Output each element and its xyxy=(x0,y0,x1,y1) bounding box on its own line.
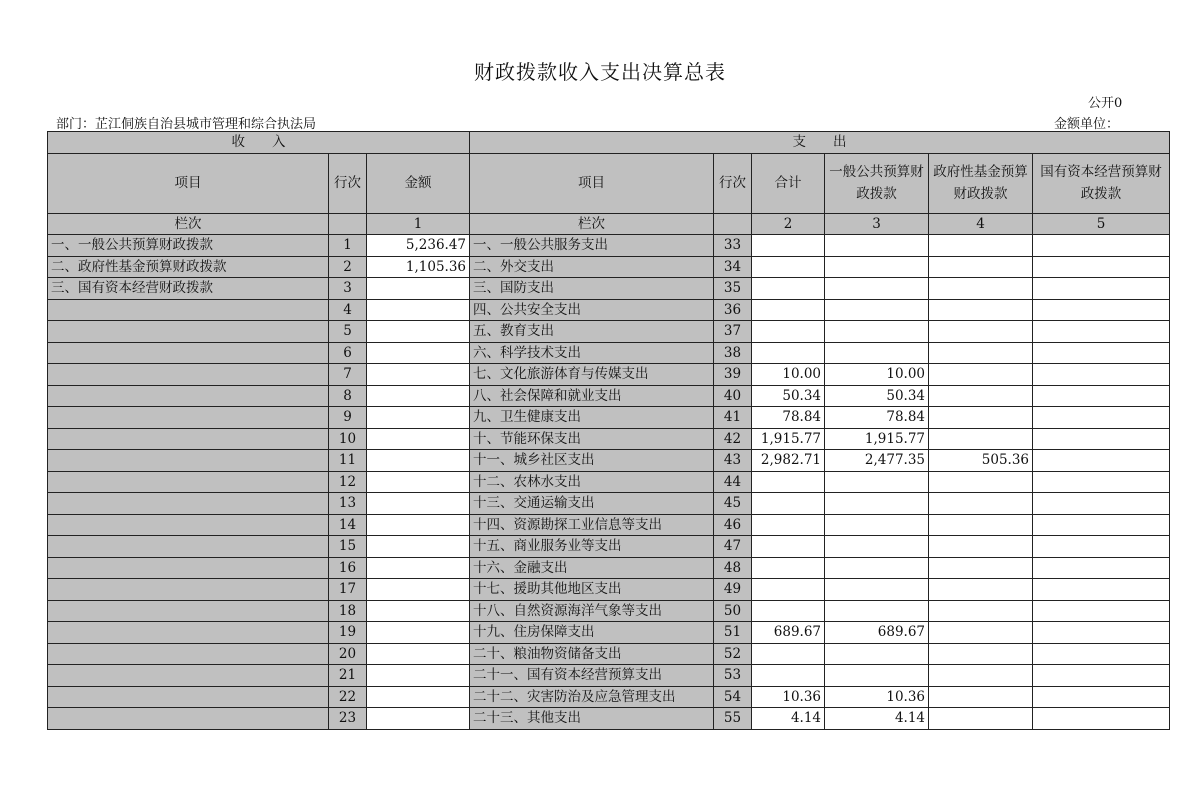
income-amount-cell xyxy=(367,342,470,364)
income-item-cell xyxy=(48,557,329,579)
income-amount-cell xyxy=(367,665,470,687)
expense-row-no-cell: 48 xyxy=(714,557,752,579)
table-row xyxy=(48,643,1170,665)
income-amount-cell xyxy=(367,557,470,579)
state-capital-cell xyxy=(1033,342,1170,364)
gov-fund-cell xyxy=(929,407,1033,429)
table-row xyxy=(48,600,1170,622)
gov-fund-cell xyxy=(929,514,1033,536)
state-capital-cell xyxy=(1033,579,1170,601)
income-row-no-cell: 13 xyxy=(329,493,367,515)
expense-total-cell xyxy=(752,536,825,558)
expense-row-no-cell: 38 xyxy=(714,342,752,364)
state-capital-cell xyxy=(1033,235,1170,257)
col-index-1: 1 xyxy=(367,213,470,235)
income-row-no-cell: 15 xyxy=(329,536,367,558)
expense-total-cell xyxy=(752,579,825,601)
gov-fund-cell xyxy=(929,643,1033,665)
expense-item-cell: 二十一、国有资本经营预算支出 xyxy=(470,665,714,687)
table-row xyxy=(48,708,1170,730)
income-item-cell xyxy=(48,385,329,407)
col-index-4: 4 xyxy=(929,213,1033,235)
state-capital-cell xyxy=(1033,385,1170,407)
income-row-no-cell: 1 xyxy=(329,235,367,257)
income-row-no-cell: 19 xyxy=(329,622,367,644)
expense-row-no-header: 行次 xyxy=(714,153,752,213)
report-title: 财政拨款收入支出决算总表 xyxy=(474,60,726,84)
expense-item-cell: 二十二、灾害防治及应急管理支出 xyxy=(470,686,714,708)
table-row xyxy=(48,686,1170,708)
general-budget-cell: 50.34 xyxy=(825,385,929,407)
general-budget-cell: 78.84 xyxy=(825,407,929,429)
income-row-no-cell: 3 xyxy=(329,278,367,300)
expense-item-cell: 三、国防支出 xyxy=(470,278,714,300)
expense-row-no-cell: 33 xyxy=(714,235,752,257)
expense-total-cell: 4.14 xyxy=(752,708,825,730)
general-budget-header: 一般公共预算财政拨款 xyxy=(825,153,929,213)
table-row xyxy=(48,622,1170,644)
table-row xyxy=(48,514,1170,536)
general-budget-cell xyxy=(825,600,929,622)
income-row-no-cell: 23 xyxy=(329,708,367,730)
state-capital-cell xyxy=(1033,278,1170,300)
income-item-cell xyxy=(48,493,329,515)
gov-fund-cell xyxy=(929,256,1033,278)
column-header-row xyxy=(48,153,1170,213)
amount-header: 金额 xyxy=(367,153,470,213)
income-item-cell xyxy=(48,708,329,730)
table-row xyxy=(48,471,1170,493)
expense-total-cell xyxy=(752,342,825,364)
expense-total-cell: 50.34 xyxy=(752,385,825,407)
table-row xyxy=(48,407,1170,429)
col-index-blank-right xyxy=(714,213,752,235)
table-row xyxy=(48,665,1170,687)
general-budget-cell: 689.67 xyxy=(825,622,929,644)
income-amount-cell xyxy=(367,407,470,429)
gov-fund-cell xyxy=(929,278,1033,300)
expense-item-cell: 十、节能环保支出 xyxy=(470,428,714,450)
state-capital-cell xyxy=(1033,321,1170,343)
group-header-row xyxy=(48,132,1170,154)
income-row-no-cell: 10 xyxy=(329,428,367,450)
income-amount-cell xyxy=(367,536,470,558)
income-amount-cell xyxy=(367,299,470,321)
state-capital-cell xyxy=(1033,536,1170,558)
col-index-5: 5 xyxy=(1033,213,1170,235)
income-amount-cell xyxy=(367,278,470,300)
table-row xyxy=(48,579,1170,601)
table-row xyxy=(48,450,1170,472)
income-item-header: 项目 xyxy=(48,153,329,213)
expense-item-cell: 十九、住房保障支出 xyxy=(470,622,714,644)
total-header: 合计 xyxy=(752,153,825,213)
gov-fund-cell xyxy=(929,471,1033,493)
state-capital-cell xyxy=(1033,686,1170,708)
general-budget-cell xyxy=(825,579,929,601)
income-amount-cell xyxy=(367,493,470,515)
expense-item-cell: 十二、农林水支出 xyxy=(470,471,714,493)
expense-row-no-cell: 41 xyxy=(714,407,752,429)
general-budget-cell xyxy=(825,471,929,493)
expense-total-cell: 78.84 xyxy=(752,407,825,429)
expense-row-no-cell: 49 xyxy=(714,579,752,601)
income-amount-cell xyxy=(367,450,470,472)
income-item-cell: 三、国有资本经营财政拨款 xyxy=(48,278,329,300)
income-row-no-cell: 5 xyxy=(329,321,367,343)
state-capital-cell xyxy=(1033,493,1170,515)
general-budget-cell xyxy=(825,321,929,343)
income-item-cell xyxy=(48,579,329,601)
table-row xyxy=(48,557,1170,579)
income-amount-cell xyxy=(367,686,470,708)
gov-fund-cell xyxy=(929,299,1033,321)
gov-fund-cell xyxy=(929,342,1033,364)
gov-fund-cell xyxy=(929,385,1033,407)
fiscal-summary-table xyxy=(47,131,1170,730)
expense-row-no-cell: 55 xyxy=(714,708,752,730)
gov-fund-cell xyxy=(929,686,1033,708)
expense-row-no-cell: 39 xyxy=(714,364,752,386)
table-body xyxy=(48,235,1170,730)
gov-fund-cell xyxy=(929,622,1033,644)
expense-item-cell: 二十、粮油物资储备支出 xyxy=(470,643,714,665)
expense-row-no-cell: 36 xyxy=(714,299,752,321)
income-row-no-cell: 17 xyxy=(329,579,367,601)
state-capital-cell xyxy=(1033,643,1170,665)
income-row-no-cell: 16 xyxy=(329,557,367,579)
expense-row-no-cell: 42 xyxy=(714,428,752,450)
gov-fund-cell xyxy=(929,557,1033,579)
expense-item-cell: 六、科学技术支出 xyxy=(470,342,714,364)
expense-item-cell: 四、公共安全支出 xyxy=(470,299,714,321)
income-amount-cell xyxy=(367,600,470,622)
table-row xyxy=(48,256,1170,278)
expense-total-cell: 10.00 xyxy=(752,364,825,386)
expense-item-header: 项目 xyxy=(470,153,714,213)
form-code: 公开0 xyxy=(1088,96,1123,111)
income-item-cell xyxy=(48,450,329,472)
income-amount-cell xyxy=(367,364,470,386)
income-row-no-cell: 11 xyxy=(329,450,367,472)
expense-total-cell xyxy=(752,493,825,515)
expense-row-no-cell: 46 xyxy=(714,514,752,536)
income-row-no-cell: 7 xyxy=(329,364,367,386)
income-amount-cell xyxy=(367,514,470,536)
expense-total-cell: 10.36 xyxy=(752,686,825,708)
general-budget-cell xyxy=(825,342,929,364)
income-amount-cell xyxy=(367,643,470,665)
general-budget-cell xyxy=(825,278,929,300)
expense-item-cell: 七、文化旅游体育与传媒支出 xyxy=(470,364,714,386)
expense-total-cell xyxy=(752,471,825,493)
income-item-cell: 二、政府性基金预算财政拨款 xyxy=(48,256,329,278)
income-group-header: 收 入 xyxy=(48,132,470,154)
gov-fund-cell xyxy=(929,321,1033,343)
income-item-cell xyxy=(48,364,329,386)
general-budget-cell: 10.00 xyxy=(825,364,929,386)
general-budget-cell xyxy=(825,514,929,536)
expense-row-no-cell: 37 xyxy=(714,321,752,343)
table-row xyxy=(48,364,1170,386)
gov-fund-header: 政府性基金预算财政拨款 xyxy=(929,153,1033,213)
table-row xyxy=(48,385,1170,407)
general-budget-cell: 10.36 xyxy=(825,686,929,708)
expense-row-no-cell: 47 xyxy=(714,536,752,558)
table-row xyxy=(48,428,1170,450)
general-budget-cell xyxy=(825,665,929,687)
general-budget-cell xyxy=(825,643,929,665)
table-row xyxy=(48,321,1170,343)
expense-item-cell: 十四、资源勘探工业信息等支出 xyxy=(470,514,714,536)
expense-row-no-cell: 51 xyxy=(714,622,752,644)
gov-fund-cell xyxy=(929,235,1033,257)
gov-fund-cell xyxy=(929,665,1033,687)
state-capital-cell xyxy=(1033,665,1170,687)
income-item-cell xyxy=(48,622,329,644)
state-capital-cell xyxy=(1033,708,1170,730)
expense-total-cell xyxy=(752,514,825,536)
state-capital-cell xyxy=(1033,450,1170,472)
income-amount-cell: 1,105.36 xyxy=(367,256,470,278)
expense-row-no-cell: 43 xyxy=(714,450,752,472)
expense-total-cell: 1,915.77 xyxy=(752,428,825,450)
expense-row-no-cell: 53 xyxy=(714,665,752,687)
expense-total-cell xyxy=(752,235,825,257)
expense-item-cell: 八、社会保障和就业支出 xyxy=(470,385,714,407)
department-label: 部门：芷江侗族自治县城市管理和综合执法局 xyxy=(56,117,317,132)
state-capital-cell xyxy=(1033,256,1170,278)
state-capital-cell xyxy=(1033,364,1170,386)
income-amount-cell xyxy=(367,471,470,493)
state-capital-cell xyxy=(1033,622,1170,644)
income-amount-cell: 5,236.47 xyxy=(367,235,470,257)
state-capital-cell xyxy=(1033,557,1170,579)
expense-row-no-cell: 50 xyxy=(714,600,752,622)
col-index-label-right: 栏次 xyxy=(470,213,714,235)
expense-item-cell: 十七、援助其他地区支出 xyxy=(470,579,714,601)
income-amount-cell xyxy=(367,321,470,343)
column-index-row xyxy=(48,213,1170,235)
expense-item-cell: 十八、自然资源海洋气象等支出 xyxy=(470,600,714,622)
expense-item-cell: 十六、金融支出 xyxy=(470,557,714,579)
income-row-no-cell: 4 xyxy=(329,299,367,321)
gov-fund-cell xyxy=(929,493,1033,515)
col-index-3: 3 xyxy=(825,213,929,235)
state-capital-cell xyxy=(1033,428,1170,450)
income-row-no-cell: 22 xyxy=(329,686,367,708)
expense-total-cell xyxy=(752,321,825,343)
state-capital-cell xyxy=(1033,407,1170,429)
expense-group-header: 支 出 xyxy=(470,132,1170,154)
income-row-no-cell: 8 xyxy=(329,385,367,407)
income-row-no-cell: 2 xyxy=(329,256,367,278)
state-capital-cell xyxy=(1033,471,1170,493)
expense-total-cell xyxy=(752,600,825,622)
col-index-2: 2 xyxy=(752,213,825,235)
gov-fund-cell xyxy=(929,428,1033,450)
income-row-no-cell: 9 xyxy=(329,407,367,429)
general-budget-cell xyxy=(825,256,929,278)
state-capital-header: 国有资本经营预算财政拨款 xyxy=(1033,153,1170,213)
income-item-cell xyxy=(48,686,329,708)
expense-item-cell: 九、卫生健康支出 xyxy=(470,407,714,429)
expense-item-cell: 十五、商业服务业等支出 xyxy=(470,536,714,558)
expense-row-no-cell: 35 xyxy=(714,278,752,300)
income-item-cell xyxy=(48,407,329,429)
expense-row-no-cell: 34 xyxy=(714,256,752,278)
income-row-no-cell: 12 xyxy=(329,471,367,493)
expense-total-cell xyxy=(752,665,825,687)
expense-row-no-cell: 52 xyxy=(714,643,752,665)
income-row-no-cell: 21 xyxy=(329,665,367,687)
income-amount-cell xyxy=(367,428,470,450)
income-item-cell xyxy=(48,342,329,364)
income-item-cell xyxy=(48,514,329,536)
expense-row-no-cell: 44 xyxy=(714,471,752,493)
gov-fund-cell: 505.36 xyxy=(929,450,1033,472)
income-item-cell xyxy=(48,643,329,665)
income-amount-cell xyxy=(367,385,470,407)
expense-item-cell: 十一、城乡社区支出 xyxy=(470,450,714,472)
general-budget-cell: 4.14 xyxy=(825,708,929,730)
income-row-no-header: 行次 xyxy=(329,153,367,213)
table-row xyxy=(48,536,1170,558)
income-item-cell xyxy=(48,665,329,687)
expense-row-no-cell: 40 xyxy=(714,385,752,407)
table-row xyxy=(48,299,1170,321)
income-item-cell xyxy=(48,299,329,321)
income-item-cell xyxy=(48,600,329,622)
income-amount-cell xyxy=(367,622,470,644)
income-amount-cell xyxy=(367,579,470,601)
expense-total-cell: 689.67 xyxy=(752,622,825,644)
income-amount-cell xyxy=(367,708,470,730)
gov-fund-cell xyxy=(929,364,1033,386)
col-index-blank-left xyxy=(329,213,367,235)
amount-unit-label: 金额单位： xyxy=(1054,117,1120,132)
income-item-cell: 一、一般公共预算财政拨款 xyxy=(48,235,329,257)
general-budget-cell: 1,915.77 xyxy=(825,428,929,450)
table-row xyxy=(48,278,1170,300)
expense-item-cell: 一、一般公共服务支出 xyxy=(470,235,714,257)
income-item-cell xyxy=(48,536,329,558)
expense-total-cell xyxy=(752,299,825,321)
general-budget-cell xyxy=(825,493,929,515)
general-budget-cell xyxy=(825,557,929,579)
gov-fund-cell xyxy=(929,536,1033,558)
general-budget-cell xyxy=(825,299,929,321)
state-capital-cell xyxy=(1033,299,1170,321)
col-index-label-left: 栏次 xyxy=(48,213,329,235)
expense-total-cell: 2,982.71 xyxy=(752,450,825,472)
income-row-no-cell: 18 xyxy=(329,600,367,622)
income-row-no-cell: 14 xyxy=(329,514,367,536)
table-row xyxy=(48,493,1170,515)
table-row xyxy=(48,235,1170,257)
expense-total-cell xyxy=(752,278,825,300)
expense-row-no-cell: 54 xyxy=(714,686,752,708)
income-item-cell xyxy=(48,321,329,343)
expense-total-cell xyxy=(752,643,825,665)
gov-fund-cell xyxy=(929,708,1033,730)
expense-item-cell: 二、外交支出 xyxy=(470,256,714,278)
expense-row-no-cell: 45 xyxy=(714,493,752,515)
state-capital-cell xyxy=(1033,600,1170,622)
general-budget-cell xyxy=(825,536,929,558)
general-budget-cell xyxy=(825,235,929,257)
gov-fund-cell xyxy=(929,600,1033,622)
income-item-cell xyxy=(48,471,329,493)
income-row-no-cell: 6 xyxy=(329,342,367,364)
general-budget-cell: 2,477.35 xyxy=(825,450,929,472)
expense-item-cell: 五、教育支出 xyxy=(470,321,714,343)
table-row xyxy=(48,342,1170,364)
income-item-cell xyxy=(48,428,329,450)
expense-total-cell xyxy=(752,557,825,579)
expense-item-cell: 十三、交通运输支出 xyxy=(470,493,714,515)
gov-fund-cell xyxy=(929,579,1033,601)
state-capital-cell xyxy=(1033,514,1170,536)
expense-total-cell xyxy=(752,256,825,278)
expense-item-cell: 二十三、其他支出 xyxy=(470,708,714,730)
income-row-no-cell: 20 xyxy=(329,643,367,665)
